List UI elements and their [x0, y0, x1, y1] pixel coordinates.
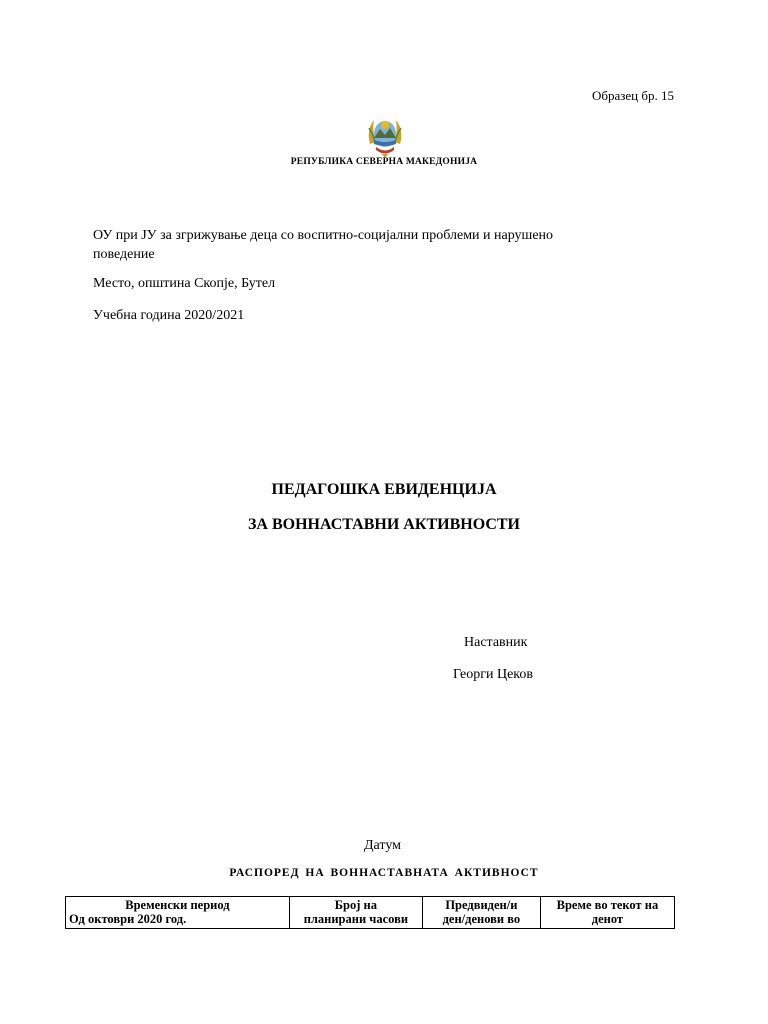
- header-cell-line: Предвиден/и: [445, 898, 518, 912]
- schedule-title: РАСПОРЕД НА ВОННАСТАВНАТА АКТИВНОСТ: [229, 867, 539, 879]
- document-title-line1: ПЕДАГОШКА ЕВИДЕНЦИЈА: [271, 481, 497, 498]
- coat-of-arms-icon: [364, 114, 406, 158]
- school-name: ОУ при ЈУ за згрижување деца со воспитно-социјални проблеми и нарушено поведение: [93, 228, 554, 262]
- document-title-line2: ЗА ВОННАСТАВНИ АКТИВНОСТИ: [247, 516, 520, 533]
- teacher-label: Наставник: [464, 635, 528, 650]
- header-cell-line: Број на: [334, 898, 377, 912]
- form-number: Образец бр. 15: [592, 88, 674, 103]
- header-cell-hours: [289, 897, 422, 929]
- place-line: Место, општина Скопје, Бутел: [93, 276, 276, 291]
- header-cell-line: планирани часови: [303, 912, 409, 926]
- date-label: Датум: [364, 838, 402, 853]
- header-cell-line: денот: [591, 912, 624, 926]
- teacher-name: Георги Цеков: [453, 667, 534, 682]
- header-cell-line: ден/денови во: [442, 912, 521, 926]
- schedule-table: [65, 896, 675, 929]
- header-cell-line: Време во текот на: [556, 898, 659, 912]
- table-header-row: [66, 897, 675, 929]
- header-cell-period: [66, 897, 290, 929]
- header-cell-line: Временски период: [125, 898, 230, 912]
- header-cell-line: Од октоври 2020 год.: [69, 912, 187, 926]
- header-cell-time: [540, 897, 674, 929]
- header-cell-days: [422, 897, 540, 929]
- school-year: Учебна година 2020/2021: [93, 308, 245, 323]
- country-name: РЕПУБЛИКА СЕВЕРНА МАКЕДОНИЈА: [290, 157, 478, 167]
